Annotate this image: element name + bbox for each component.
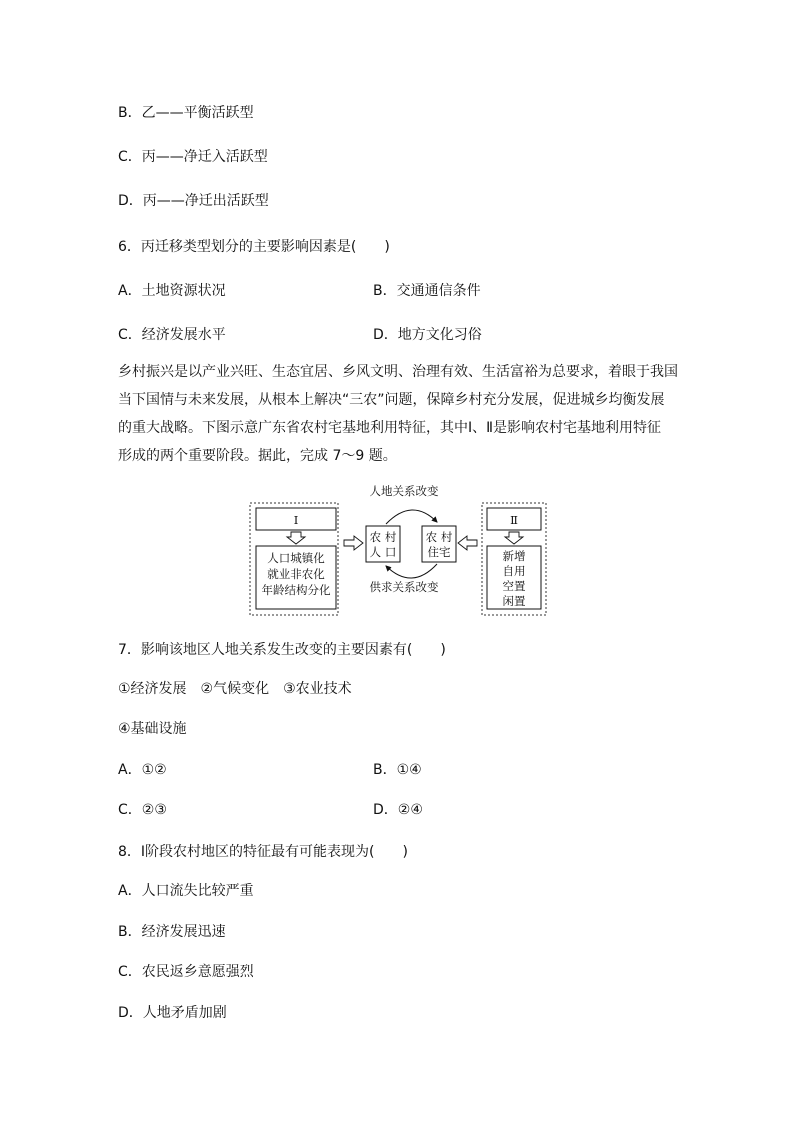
q7-option-b: B．①④ (373, 762, 422, 778)
right-box-line-1: 新增 (502, 549, 526, 563)
q6-stem: 6．丙迁移类型划分的主要影响因素是( ) (118, 239, 390, 255)
right-box-line-4: 闲置 (502, 594, 526, 608)
q7-stem: 7．影响该地区人地关系发生改变的主要因素有( ) (118, 642, 446, 658)
rural-housing-line-2: 住宅 (427, 545, 451, 559)
left-arrow-icon (458, 536, 477, 550)
q5-option-c: C．丙——净迁入活跃型 (118, 149, 268, 165)
q8-option-c: C．农民返乡意愿强烈 (118, 964, 254, 980)
diagram-bottom-label: 供求关系改变 (369, 580, 439, 594)
q7-option-c: C．②③ (118, 802, 167, 818)
q7-option-a: A．①② (118, 762, 167, 778)
q6-option-d: D．地方文化习俗 (373, 327, 482, 343)
rural-population-line-2: 人 口 (369, 545, 397, 559)
top-cycle-arrow-icon (386, 510, 437, 524)
passage-line-1: 乡村振兴是以产业兴旺、生态宜居、乡风文明、治理有效、生活富裕为总要求，着眼于我国 (118, 364, 678, 380)
left-box-line-3: 年龄结构分化 (261, 583, 331, 597)
q6-option-a: A．土地资源状况 (118, 283, 226, 299)
diagram-top-label: 人地关系改变 (369, 484, 439, 498)
passage-line-3: 的重大战略。下图示意广东省农村宅基地利用特征，其中Ⅰ、Ⅱ是影响农村宅基地利用特征 (118, 420, 662, 436)
bottom-cycle-arrow-icon (386, 564, 437, 578)
rural-population-line-1: 农 村 (369, 530, 397, 544)
q6-option-b: B．交通通信条件 (373, 283, 481, 299)
rural-housing-line-1: 农 村 (425, 530, 453, 544)
q7-choices-line-2: ④基础设施 (118, 721, 187, 737)
left-box-line-2: 就业非农化 (267, 567, 325, 581)
q5-option-b: B．乙——平衡活跃型 (118, 105, 254, 121)
q7-choices-line-1: ①经济发展 ②气候变化 ③农业技术 (118, 681, 352, 697)
right-arrow-icon (344, 536, 363, 550)
q8-stem: 8．Ⅰ阶段农村地区的特征最有可能表现为( ) (118, 844, 408, 860)
stage-2-label: Ⅱ (510, 513, 518, 527)
passage-line-4: 形成的两个重要阶段。据此，完成 7～9 题。 (118, 448, 397, 464)
stage-1-label: Ⅰ (293, 513, 299, 527)
homestead-diagram (244, 483, 550, 618)
right-box-line-2: 自用 (502, 564, 526, 578)
passage (118, 358, 682, 470)
q8-option-b: B．经济发展迅速 (118, 924, 226, 940)
q7-option-d: D．②④ (373, 802, 423, 818)
down-arrow-icon (287, 532, 305, 544)
right-box-line-3: 空置 (502, 579, 526, 593)
q8-option-a: A．人口流失比较严重 (118, 883, 254, 899)
passage-line-2: 当下国情与未来发展，从根本上解决“三农”问题，保障乡村充分发展，促进城乡均衡发展 (118, 392, 665, 408)
down-arrow-icon (505, 532, 523, 544)
left-box-line-1: 人口城镇化 (267, 551, 325, 565)
q6-option-c: C．经济发展水平 (118, 327, 226, 343)
q5-option-d: D．丙——净迁出活跃型 (118, 193, 269, 209)
q8-option-d: D．人地矛盾加剧 (118, 1005, 227, 1021)
